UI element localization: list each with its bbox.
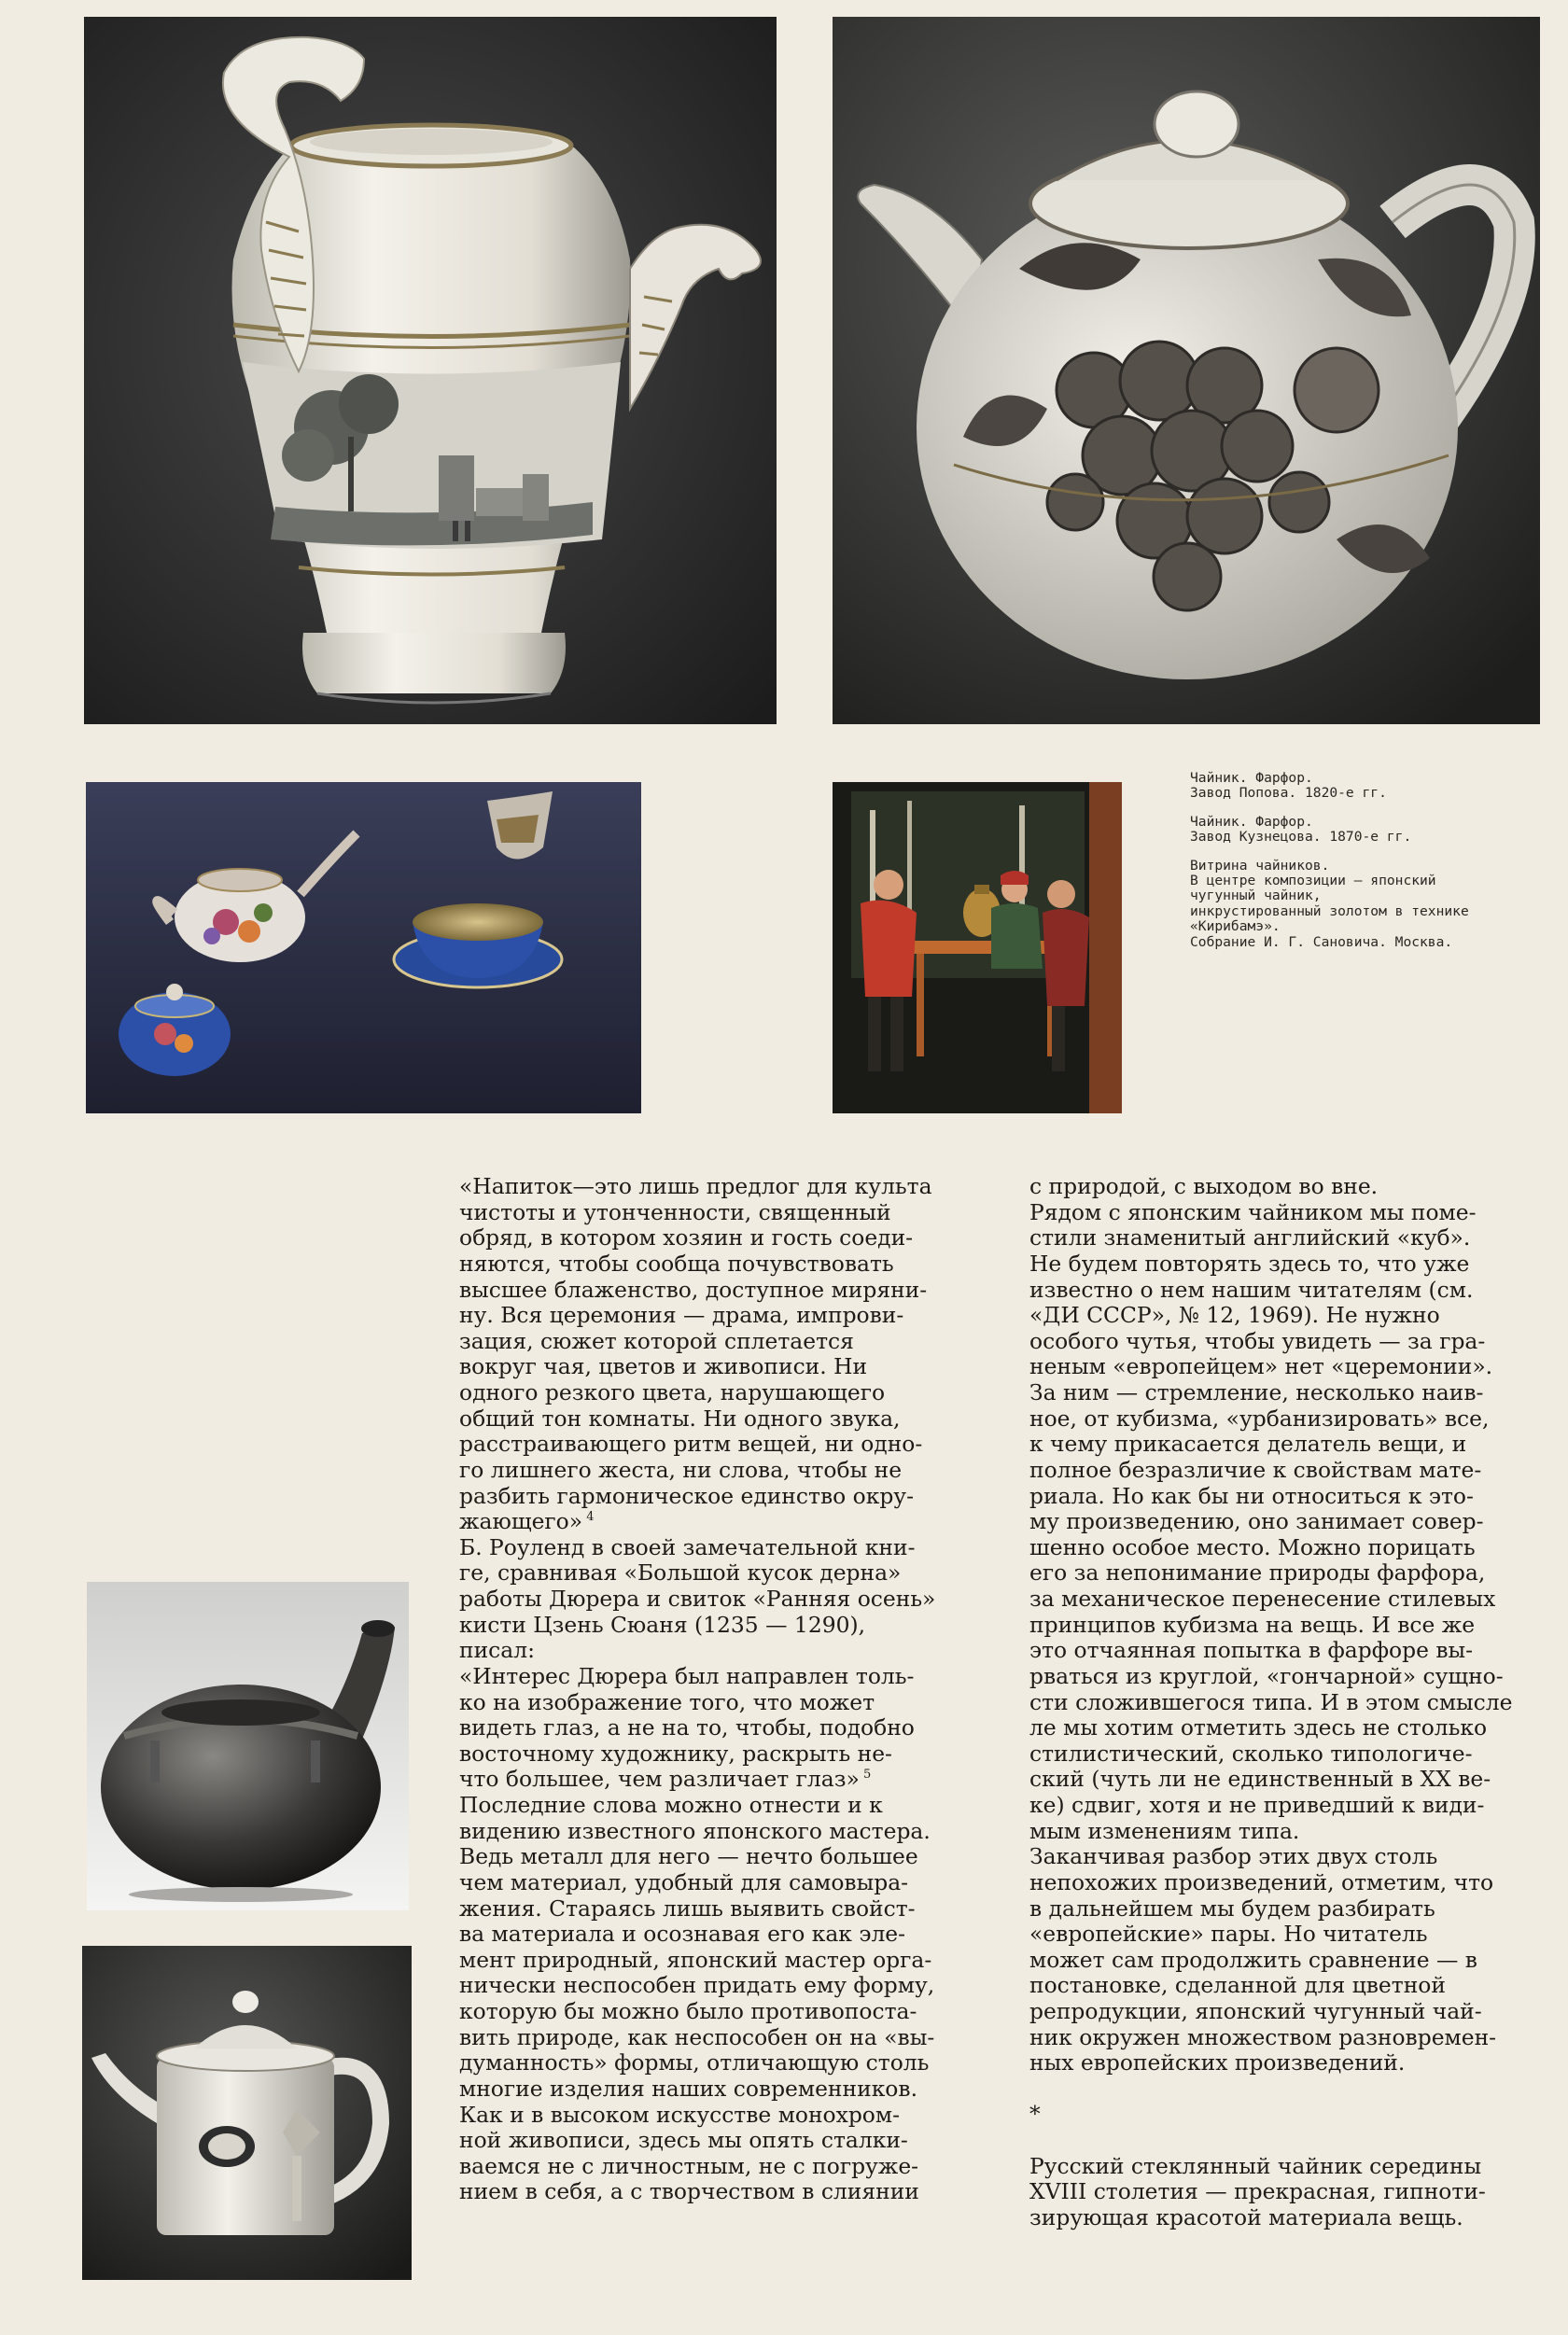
text-line: чем материал, удобный для самовыра- [459,1869,909,1895]
caption-line: инкрустированный золотом в технике [1190,902,1469,919]
text-line: особого чутья, чтобы увидеть — за гра- [1029,1328,1486,1354]
text-line: высшее блаженство, доступное миряни- [459,1277,928,1303]
caption-line: Завод Кузнецова. 1870-е гг. [1190,829,1412,846]
text-line: рваться из круглой, «гончарной» сущно- [1029,1663,1504,1689]
text-line: многие изделия наших современников. [459,2076,917,2102]
text-line: вокруг чая, цветов и живописи. Ни [459,1354,868,1380]
text-line: За ним — стремление, несколько наив- [1029,1380,1484,1405]
japanese-iron-kettle-image [87,1582,409,1910]
porcelain-pitcher-image [84,17,777,724]
text-line: стилистический, сколько типологиче- [1029,1741,1473,1767]
tea-drinking-painting-image [833,782,1122,1113]
text-line: репродукции, японский чугунный чай- [1029,1999,1482,2024]
text-line: ва материала и осознавая его как эле- [459,1922,906,1948]
text-line: это отчаянная попытка в фарфоре вы- [1029,1638,1474,1664]
text-line: зация, сюжет которой сплетается [459,1328,854,1354]
text-line: ко на изображение того, что может [459,1689,875,1715]
text-line: которую бы можно было противопоста- [459,1999,917,2024]
text-line: расстраивающего ритм вещей, ни одно- [459,1432,923,1458]
text-line: его за непонимание природы фарфора, [1029,1560,1486,1587]
text-line: Ведь металл для него — нечто большее [459,1844,918,1870]
text-line: Последние слова можно отнести и к [459,1793,883,1818]
caption-line: «Кирибамэ». [1190,918,1281,935]
text-line: восточному художнику, раскрыть не- [459,1741,892,1767]
caption-line: Чайник. Фарфор. [1190,813,1313,830]
text-line: к чему прикасается делатель вещи, и [1029,1432,1467,1458]
text-line: нически неспособен придать ему форму, [459,1973,935,1999]
text-line: риала. Но как бы ни относиться к это- [1029,1483,1474,1509]
caption-kuznetsov-teapot [1190,815,1540,846]
caption-line: Чайник. Фарфор. [1190,770,1313,786]
text-line: ну. Вся церемония — драма, импрови- [459,1303,904,1329]
text-line: «ДИ СССР», № 12, 1969). Не нужно [1029,1303,1440,1329]
text-line: ной живописи, здесь мы опять сталки- [459,2128,908,2154]
photo-porcelain-pitcher [84,17,777,724]
text-line: мым изменениям типа. [1029,1818,1300,1844]
text-line: может сам продолжить сравнение — в [1029,1947,1477,1973]
closing-text-line: зирующая красотой материала вещь. [1029,2204,1463,2230]
white-teapot-image [82,1946,412,2280]
text-line: жающего» $^4$ [459,1509,595,1535]
section-separator: * [1029,2102,1041,2128]
teapot-vitrine-image [86,782,641,1113]
text-line: думанность» формы, отличающую столь [459,2050,930,2076]
text-line: видению известного японского мастера. [459,1818,931,1844]
photo-teapot-vitrine [86,782,641,1113]
text-line: жения. Стараясь лишь выявить свойст- [459,1895,916,1922]
text-line: мент природный, японский мастер орга- [459,1947,932,1973]
text-line: ных европейских произведений. [1029,2050,1406,2076]
caption-line: В центре композиции — японский [1190,873,1436,889]
text-line: разбить гармоническое единство окру- [459,1483,914,1509]
photo-white-teapot [82,1946,412,2280]
text-line: ное, от кубизма, «урбанизировать» все, [1029,1405,1490,1432]
text-line: с природой, с выходом во вне. [1029,1174,1379,1199]
text-line: кисти Цзень Сюаня (1235 — 1290), [459,1612,866,1638]
text-line: за механическое перенесение стилевых [1029,1587,1496,1612]
caption-vitrine [1190,859,1540,950]
text-line: го лишнего жеста, ни слова, чтобы не [459,1457,903,1483]
text-line: писал: [459,1638,535,1664]
caption-line: Завод Попова. 1820-е гг. [1190,785,1387,802]
text-line: чистоты и утонченности, священный [459,1199,891,1225]
text-line: работы Дюрера и свиток «Ранняя осень» [459,1587,936,1612]
text-line: известно о нем нашим читателям (см. [1029,1277,1474,1303]
text-line: ге, сравнивая «Большой кусок дерна» [459,1560,902,1587]
closing-text-line: XVIII столетия — прекрасная, гипноти- [1029,2179,1486,2205]
footnote-marker: 4 [582,1510,595,1525]
caption-line: Витрина чайников. [1190,857,1330,874]
text-line: Рядом с японским чайником мы поме- [1029,1199,1477,1225]
text-line: ник окружен множеством разновремен- [1029,2024,1497,2050]
closing-text-line: Русский стеклянный чайник середины [1029,2153,1482,2179]
text-line: му произведению, оно занимает совер- [1029,1509,1484,1535]
text-line: Как и в высоком искусстве монохром- [459,2102,900,2128]
article-left-column [459,1174,984,2205]
text-line: в дальнейшем мы будем разбирать [1029,1895,1435,1922]
text-line: общий тон комнаты. Ни одного звука, [459,1405,901,1432]
text-line: Не будем повторять здесь то, что уже [1029,1251,1470,1277]
text-line: Заканчивая разбор этих двух столь [1029,1844,1438,1870]
photo-japanese-iron-kettle [87,1582,409,1910]
text-line: видеть глаз, а не на то, чтобы, подобно [459,1715,915,1741]
text-line: нием в себя, а с творчеством в слиянии [459,2179,919,2205]
text-line: ский (чуть ли не единственный в XX ве- [1029,1767,1491,1793]
article-right-column [1029,1174,1563,2231]
text-line: Б. Роуленд в своей замечательной кни- [459,1534,916,1560]
caption-line: Собрание И. Г. Сановича. Москва. [1190,933,1453,950]
text-line: «европейские» пары. Но читатель [1029,1922,1428,1948]
text-line: непохожих произведений, отметим, что [1029,1869,1494,1895]
photo-kuznetsov-teapot [833,17,1540,724]
text-line: шенно особое место. Можно порицать [1029,1534,1476,1560]
text-line: неным «европейцем» нет «церемонии». [1029,1354,1493,1380]
text-line: стили знаменитый английский «куб». [1029,1225,1471,1251]
kuznetsov-teapot-image [833,17,1540,724]
text-line: сти сложившегося типа. И в этом смысле [1029,1689,1513,1715]
text-line: одного резкого цвета, нарушающего [459,1380,886,1405]
text-line: обряд, в котором хозяин и гость соеди- [459,1225,914,1251]
footnote-marker: 5 [859,1768,872,1783]
text-line: полное безразличие к свойствам мате- [1029,1457,1482,1483]
text-line: ваемся не с личностным, не с погруже- [459,2153,919,2179]
photo-tea-drinking-painting [833,782,1122,1113]
text-line: «Интерес Дюрера был направлен толь- [459,1663,915,1689]
text-line: вить природе, как неспособен он на «вы- [459,2024,935,2050]
text-line: принципов кубизма на вещь. И все же [1029,1612,1476,1638]
caption-line: чугунный чайник, [1190,888,1322,904]
text-line: ле мы хотим отметить здесь не столько [1029,1715,1488,1741]
text-line: ке) сдвиг, хотя и не приведший к види- [1029,1793,1485,1818]
photo-captions [1190,771,1540,963]
caption-popov-teapot [1190,771,1540,802]
text-line: «Напиток—это лишь предлог для культа [459,1174,932,1199]
text-line: постановке, сделанной для цветной [1029,1973,1446,1999]
text-line: что большее, чем различает глаз» $^5$ [459,1767,872,1793]
text-line: няются, чтобы сообща почувствовать [459,1251,894,1277]
